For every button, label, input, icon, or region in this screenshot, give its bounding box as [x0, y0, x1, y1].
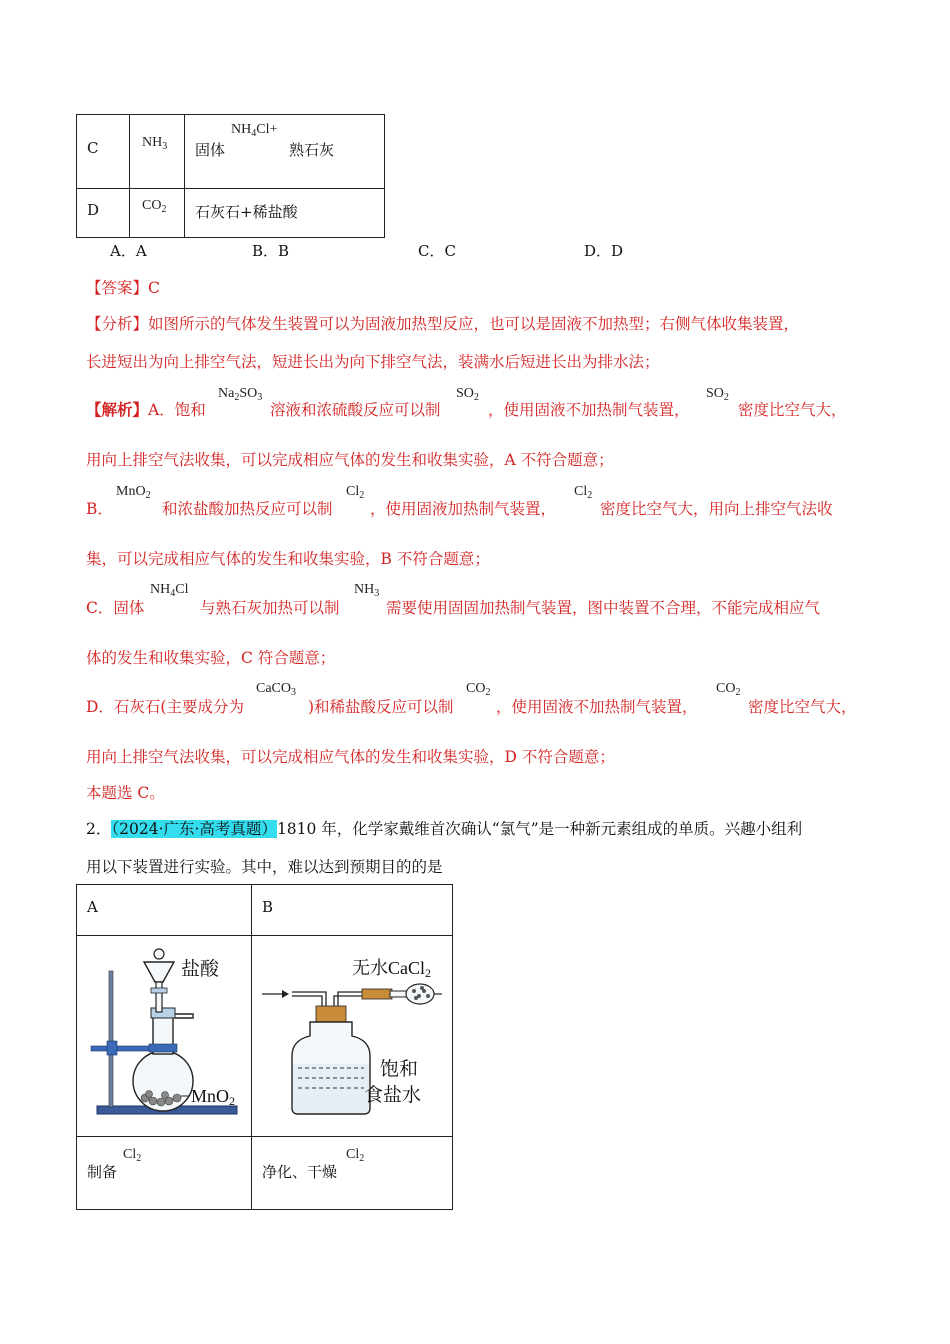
analysis-line-1 — [86, 312, 799, 334]
explanation-conclusion: 本题选 C。 — [86, 784, 165, 802]
answer-value: C — [148, 279, 160, 297]
question-text: 1810 年，化学家戴维首次确认“氯气”是一种新元素组成的单质。兴趣小组利 — [276, 820, 803, 838]
explanation-a-line-2: 用向上排空气法收集，可以完成相应气体的发生和收集实验，A 不符合题意； — [86, 451, 614, 469]
explanation-text: ，使用固液加热制气装置， — [370, 500, 557, 518]
question-number: 2． — [86, 820, 112, 838]
explanation-text: 溶液和浓硫酸反应可以制 — [270, 401, 441, 419]
hydrochloric-acid-label: 盐酸 — [181, 958, 220, 980]
answer-line — [86, 276, 160, 298]
option-b[interactable]: B．B — [252, 242, 290, 260]
explanation-text: 需要使用固固加热制气装置，图中装置不合理，不能完成相应气 — [386, 599, 821, 617]
formula-co2: $CO_2$ — [466, 681, 491, 698]
explanation-a-line-1 — [86, 398, 206, 420]
explanation-text: 密度比空气大， — [748, 698, 857, 716]
explanation-d-line-2: 用向上排空气法收集，可以完成相应气体的发生和收集实验，D 不符合题意； — [86, 748, 615, 766]
explanation-text: 和浓盐酸加热反应可以制 — [162, 500, 333, 518]
caption-text: 制备 — [87, 1163, 118, 1181]
explanation-text: 密度比空气大， — [738, 401, 847, 419]
option-a[interactable]: A．A — [110, 242, 147, 260]
caption-text: 净化、干燥 — [262, 1163, 338, 1181]
table-header-b — [252, 885, 453, 936]
table-cell-label — [77, 189, 130, 238]
analysis-line-2: 长进短出为向上排空气法，短进长出为向下排空气法，装满水后短进长出为排水法； — [86, 353, 660, 371]
table-cell-reagent — [185, 189, 385, 238]
reagent-text: 石灰石+稀盐酸 — [195, 203, 298, 221]
formula-nh4cl: $NH_4Cl$ — [150, 582, 189, 599]
formula-na2so3: $Na_2SO_3$ — [218, 386, 263, 403]
table-cell-label — [77, 115, 130, 189]
formula-cl2: $Cl_2$ — [346, 1147, 365, 1164]
apparatus-a-caption — [77, 1137, 252, 1210]
explanation-text: ，使用固液不加热制气装置， — [488, 401, 690, 419]
saturated-label: 饱和 — [380, 1058, 419, 1080]
formula-nh3: $NH_3$ — [354, 582, 380, 599]
question-2-line-2: 用以下装置进行实验。其中，难以达到预期目的的是 — [86, 858, 443, 876]
question-2-line-1 — [86, 817, 802, 839]
table-cell-gas — [130, 115, 185, 189]
explanation-text: D．石灰石(主要成分为 — [86, 698, 244, 716]
reagent-formula: $NH_4Cl+$ — [231, 122, 278, 139]
analysis-text: 如图所示的气体发生装置可以为固液加热型反应，也可以是固液不加热型；右侧气体收集装置， — [148, 315, 800, 333]
formula-so2: $SO_2$ — [456, 386, 479, 403]
question-source-badge: （2024·广东·高考真题） — [111, 820, 277, 838]
explanation-text: )和稀盐酸反应可以制 — [308, 698, 454, 716]
anhydrous-cacl2-label: 无水CaCl$_2$ — [352, 958, 432, 980]
formula-cl2: $Cl_2$ — [346, 484, 365, 501]
explanation-b-line-2: 集，可以完成相应气体的发生和收集实验，B 不符合题意； — [86, 550, 490, 568]
explanation-text: A．饱和 — [148, 401, 206, 419]
reagent-text: 固体 — [195, 141, 226, 159]
formula-caco3: CaCO$_3$ — [256, 681, 296, 698]
table-cell-reagent — [185, 115, 385, 189]
gas-formula: $NH_3$ — [142, 135, 168, 152]
explanation-text: 密度比空气大，用向上排空气法收 — [600, 500, 833, 518]
option-d[interactable]: D．D — [584, 242, 624, 260]
explanation-label: 【解析】 — [86, 400, 149, 419]
row-label: D — [87, 201, 100, 219]
column-label: A — [87, 898, 98, 916]
explanation-c-line-2: 体的发生和收集实验，C 符合题意； — [86, 649, 336, 667]
apparatus-b-cell — [252, 936, 453, 1137]
explanation-text: ，使用固液不加热制气装置， — [496, 698, 698, 716]
formula-mno2: MnO$_2$ — [116, 484, 151, 501]
reagent-text: 熟石灰 — [289, 141, 335, 159]
reagent-table — [76, 114, 385, 238]
apparatus-table — [76, 884, 453, 1210]
option-c[interactable]: C．C — [418, 242, 456, 260]
explanation-text: C．固体 — [86, 599, 145, 617]
row-label: C — [87, 139, 99, 157]
formula-cl2: $Cl_2$ — [123, 1147, 142, 1164]
gas-formula: $CO_2$ — [142, 198, 167, 215]
formula-cl2: $Cl_2$ — [574, 484, 593, 501]
explanation-text: 与熟石灰加热可以制 — [200, 599, 340, 617]
analysis-label: 【分析】 — [86, 315, 149, 333]
apparatus-a-cell — [77, 936, 252, 1137]
column-label: B — [262, 898, 274, 916]
answer-label: 【答案】 — [86, 279, 149, 297]
mno2-label: MnO$_2$ — [191, 1086, 236, 1108]
explanation-text: B． — [86, 500, 113, 518]
table-header-a — [77, 885, 252, 936]
formula-so2: $SO_2$ — [706, 386, 729, 403]
table-cell-gas — [130, 189, 185, 238]
apparatus-b-caption — [252, 1137, 453, 1210]
brine-label: 食盐水 — [364, 1084, 422, 1106]
formula-co2: $CO_2$ — [716, 681, 741, 698]
